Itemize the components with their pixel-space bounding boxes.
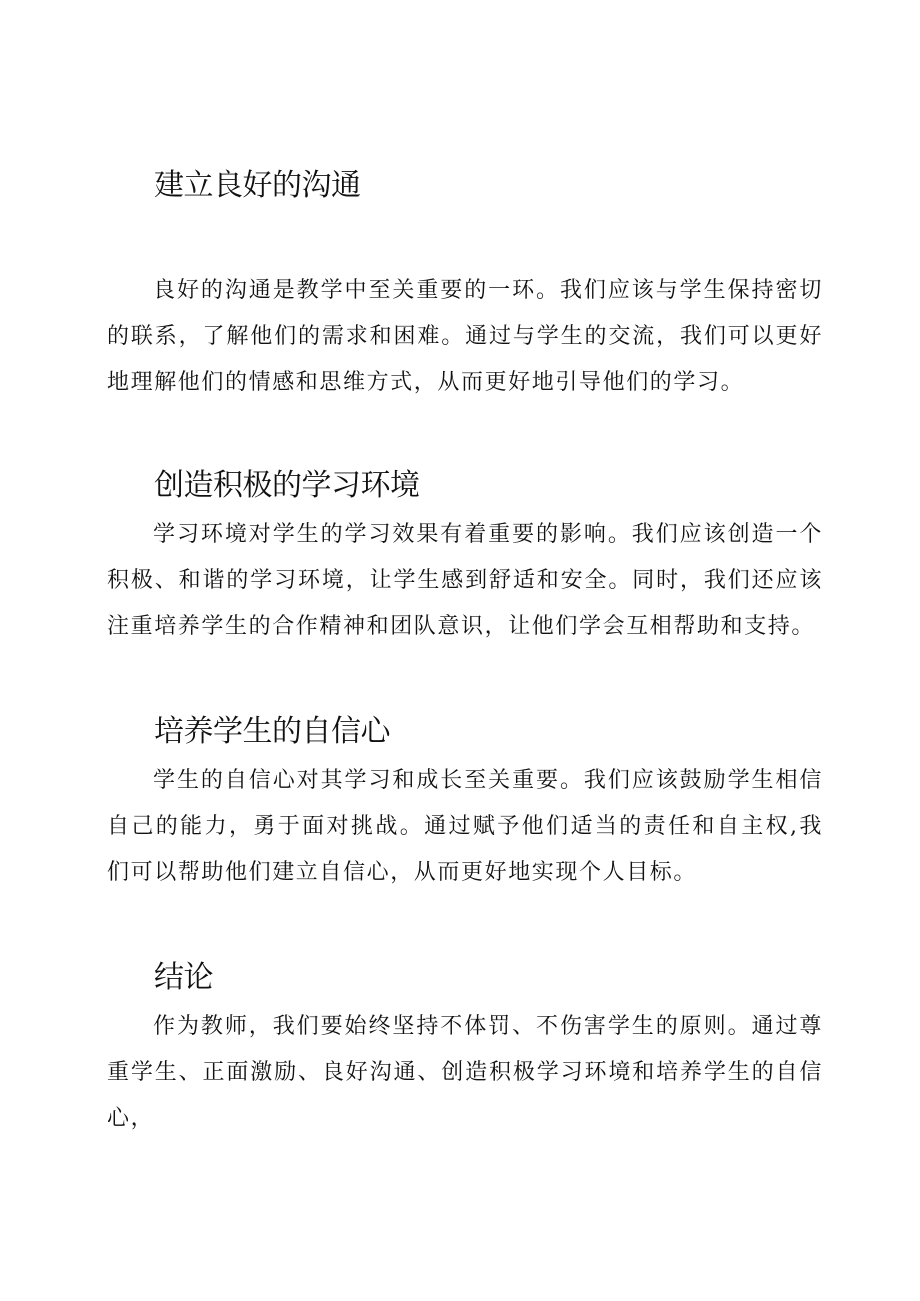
section-body-self-confidence: 学生的自信心对其学习和成长至关重要。我们应该鼓励学生相信自己的能力，勇于面对挑战。通过赋予他们适当的责任和自主权,我们可以帮助他们建立自信心，从而更好地实现个人目标。	[107, 768, 823, 885]
section-body-conclusion: 作为教师，我们要始终坚持不体罚、不伤害学生的原则。通过尊重学生、正面激励、良好沟通、创造积极学习环境和培养学生的自信心，	[107, 1014, 823, 1131]
section-body-learning-environment: 学习环境对学生的学习效果有着重要的影响。我们应该创造一个积极、和谐的学习环境，让学生感到舒适和安全。同时，我们还应该注重培养学生的合作精神和团队意识，让他们学会互相帮助和支持。	[107, 522, 823, 639]
section-heading-conclusion: 结论	[154, 960, 213, 995]
section-body-communication: 良好的沟通是教学中至关重要的一环。我们应该与学生保持密切的联系，了解他们的需求和困难。通过与学生的交流，我们可以更好地理解他们的情感和思维方式，从而更好地引导他们的学习。	[107, 278, 823, 395]
section-heading-learning-environment: 创造积极的学习环境	[154, 468, 420, 503]
section-heading-self-confidence: 培养学生的自信心	[154, 714, 390, 749]
section-heading-communication: 建立良好的沟通	[154, 168, 361, 203]
